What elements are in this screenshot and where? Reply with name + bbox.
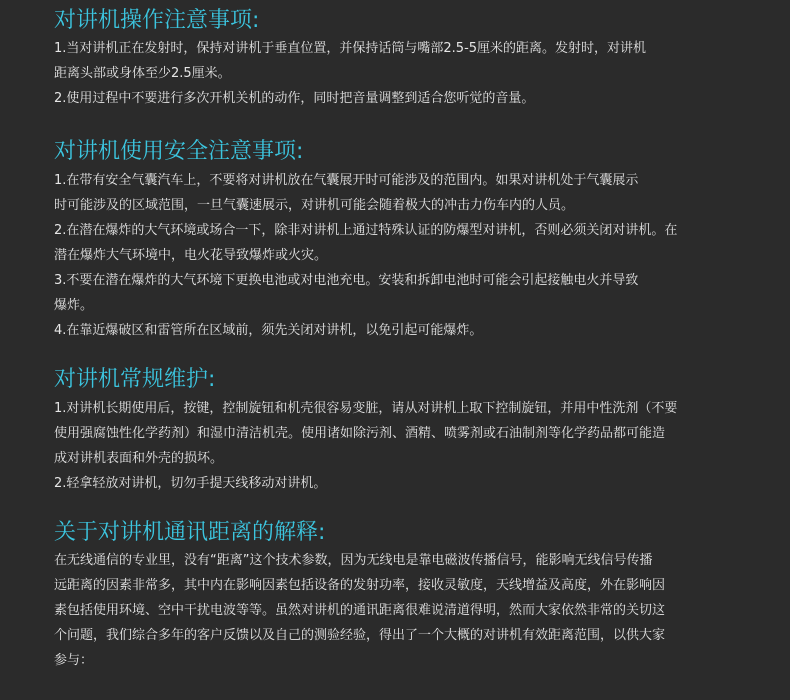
paragraph-line: 2.使用过程中不要进行多次开机关机的动作，同时把音量调整到适合您听觉的音量。 bbox=[54, 91, 535, 106]
paragraph-line: 时可能涉及的区域范围，一旦气囊速展示，对讲机可能会随着极大的冲击力伤车内的人员。 bbox=[54, 198, 575, 213]
section-range-explanation bbox=[54, 520, 734, 673]
section-heading: 对讲机使用安全注意事项: bbox=[54, 139, 304, 164]
section-operation-notes bbox=[54, 8, 734, 111]
paragraph-line: 2.在潜在爆炸的大气环境或场合一下，除非对讲机上通过特殊认证的防爆型对讲机，否则必须关闭对讲机。在 bbox=[54, 223, 678, 238]
paragraph-line: 4.在靠近爆破区和雷管所在区域前，须先关闭对讲机，以免引起可能爆炸。 bbox=[54, 323, 483, 338]
paragraph-line: 素包括使用环境、空中干扰电波等等。虽然对讲机的通讯距离很难说清道得明，然而大家依然非常的关切这 bbox=[54, 603, 666, 618]
paragraph-line: 1.在带有安全气囊汽车上，不要将对讲机放在气囊展开时可能涉及的范围内。如果对讲机处于气囊展示 bbox=[54, 173, 639, 188]
paragraph-line: 3.不要在潜在爆炸的大气环境下更换电池或对电池充电。安装和拆卸电池时可能会引起接触电火并导致 bbox=[54, 273, 639, 288]
section-body bbox=[54, 548, 734, 673]
paragraph-line: 2.轻拿轻放对讲机，切勿手提天线移动对讲机。 bbox=[54, 476, 327, 491]
paragraph-line: 在无线通信的专业里，没有“距离”这个技术参数，因为无线电是靠电磁波传播信号，能影响无线信号传播 bbox=[54, 553, 653, 568]
paragraph-line: 1.对讲机长期使用后，按键，控制旋钮和机壳很容易变脏，请从对讲机上取下控制旋钮，并用中性洗剂（不要 bbox=[54, 401, 678, 416]
paragraph-line: 潜在爆炸大气环境中，电火花导致爆炸或火灾。 bbox=[54, 248, 328, 263]
paragraph-line: 个问题，我们综合多年的客户反馈以及自己的测验经验，得出了一个大概的对讲机有效距离范围，以供大家 bbox=[54, 628, 666, 643]
section-heading: 对讲机操作注意事项: bbox=[54, 8, 260, 33]
paragraph-line: 爆炸。 bbox=[54, 298, 94, 313]
paragraph-line: 距离头部或身体至少2.5厘米。 bbox=[54, 66, 231, 81]
paragraph-line: 1.当对讲机正在发射时，保持对讲机于垂直位置，并保持话筒与嘴部2.5-5厘米的距离。发射时，对讲机 bbox=[54, 41, 647, 56]
section-body bbox=[54, 36, 734, 111]
paragraph-line: 远距离的因素非常多，其中内在影响因素包括设备的发射功率，接收灵敏度，天线增益及高度，外在影响因 bbox=[54, 578, 666, 593]
section-heading: 对讲机常规维护: bbox=[54, 367, 216, 392]
paragraph-line: 使用强腐蚀性化学药剂）和湿巾清洁机壳。使用诸如除污剂、酒精、喷雾剂或石油制剂等化学药品都可能造 bbox=[54, 426, 666, 441]
section-safety-notes bbox=[54, 139, 734, 343]
section-maintenance bbox=[54, 367, 734, 496]
paragraph-line: 成对讲机表面和外壳的损坏。 bbox=[54, 451, 224, 466]
paragraph-line: 参与： bbox=[54, 653, 94, 668]
section-body bbox=[54, 396, 734, 496]
section-body bbox=[54, 168, 734, 343]
section-heading: 关于对讲机通讯距离的解释: bbox=[54, 520, 326, 545]
